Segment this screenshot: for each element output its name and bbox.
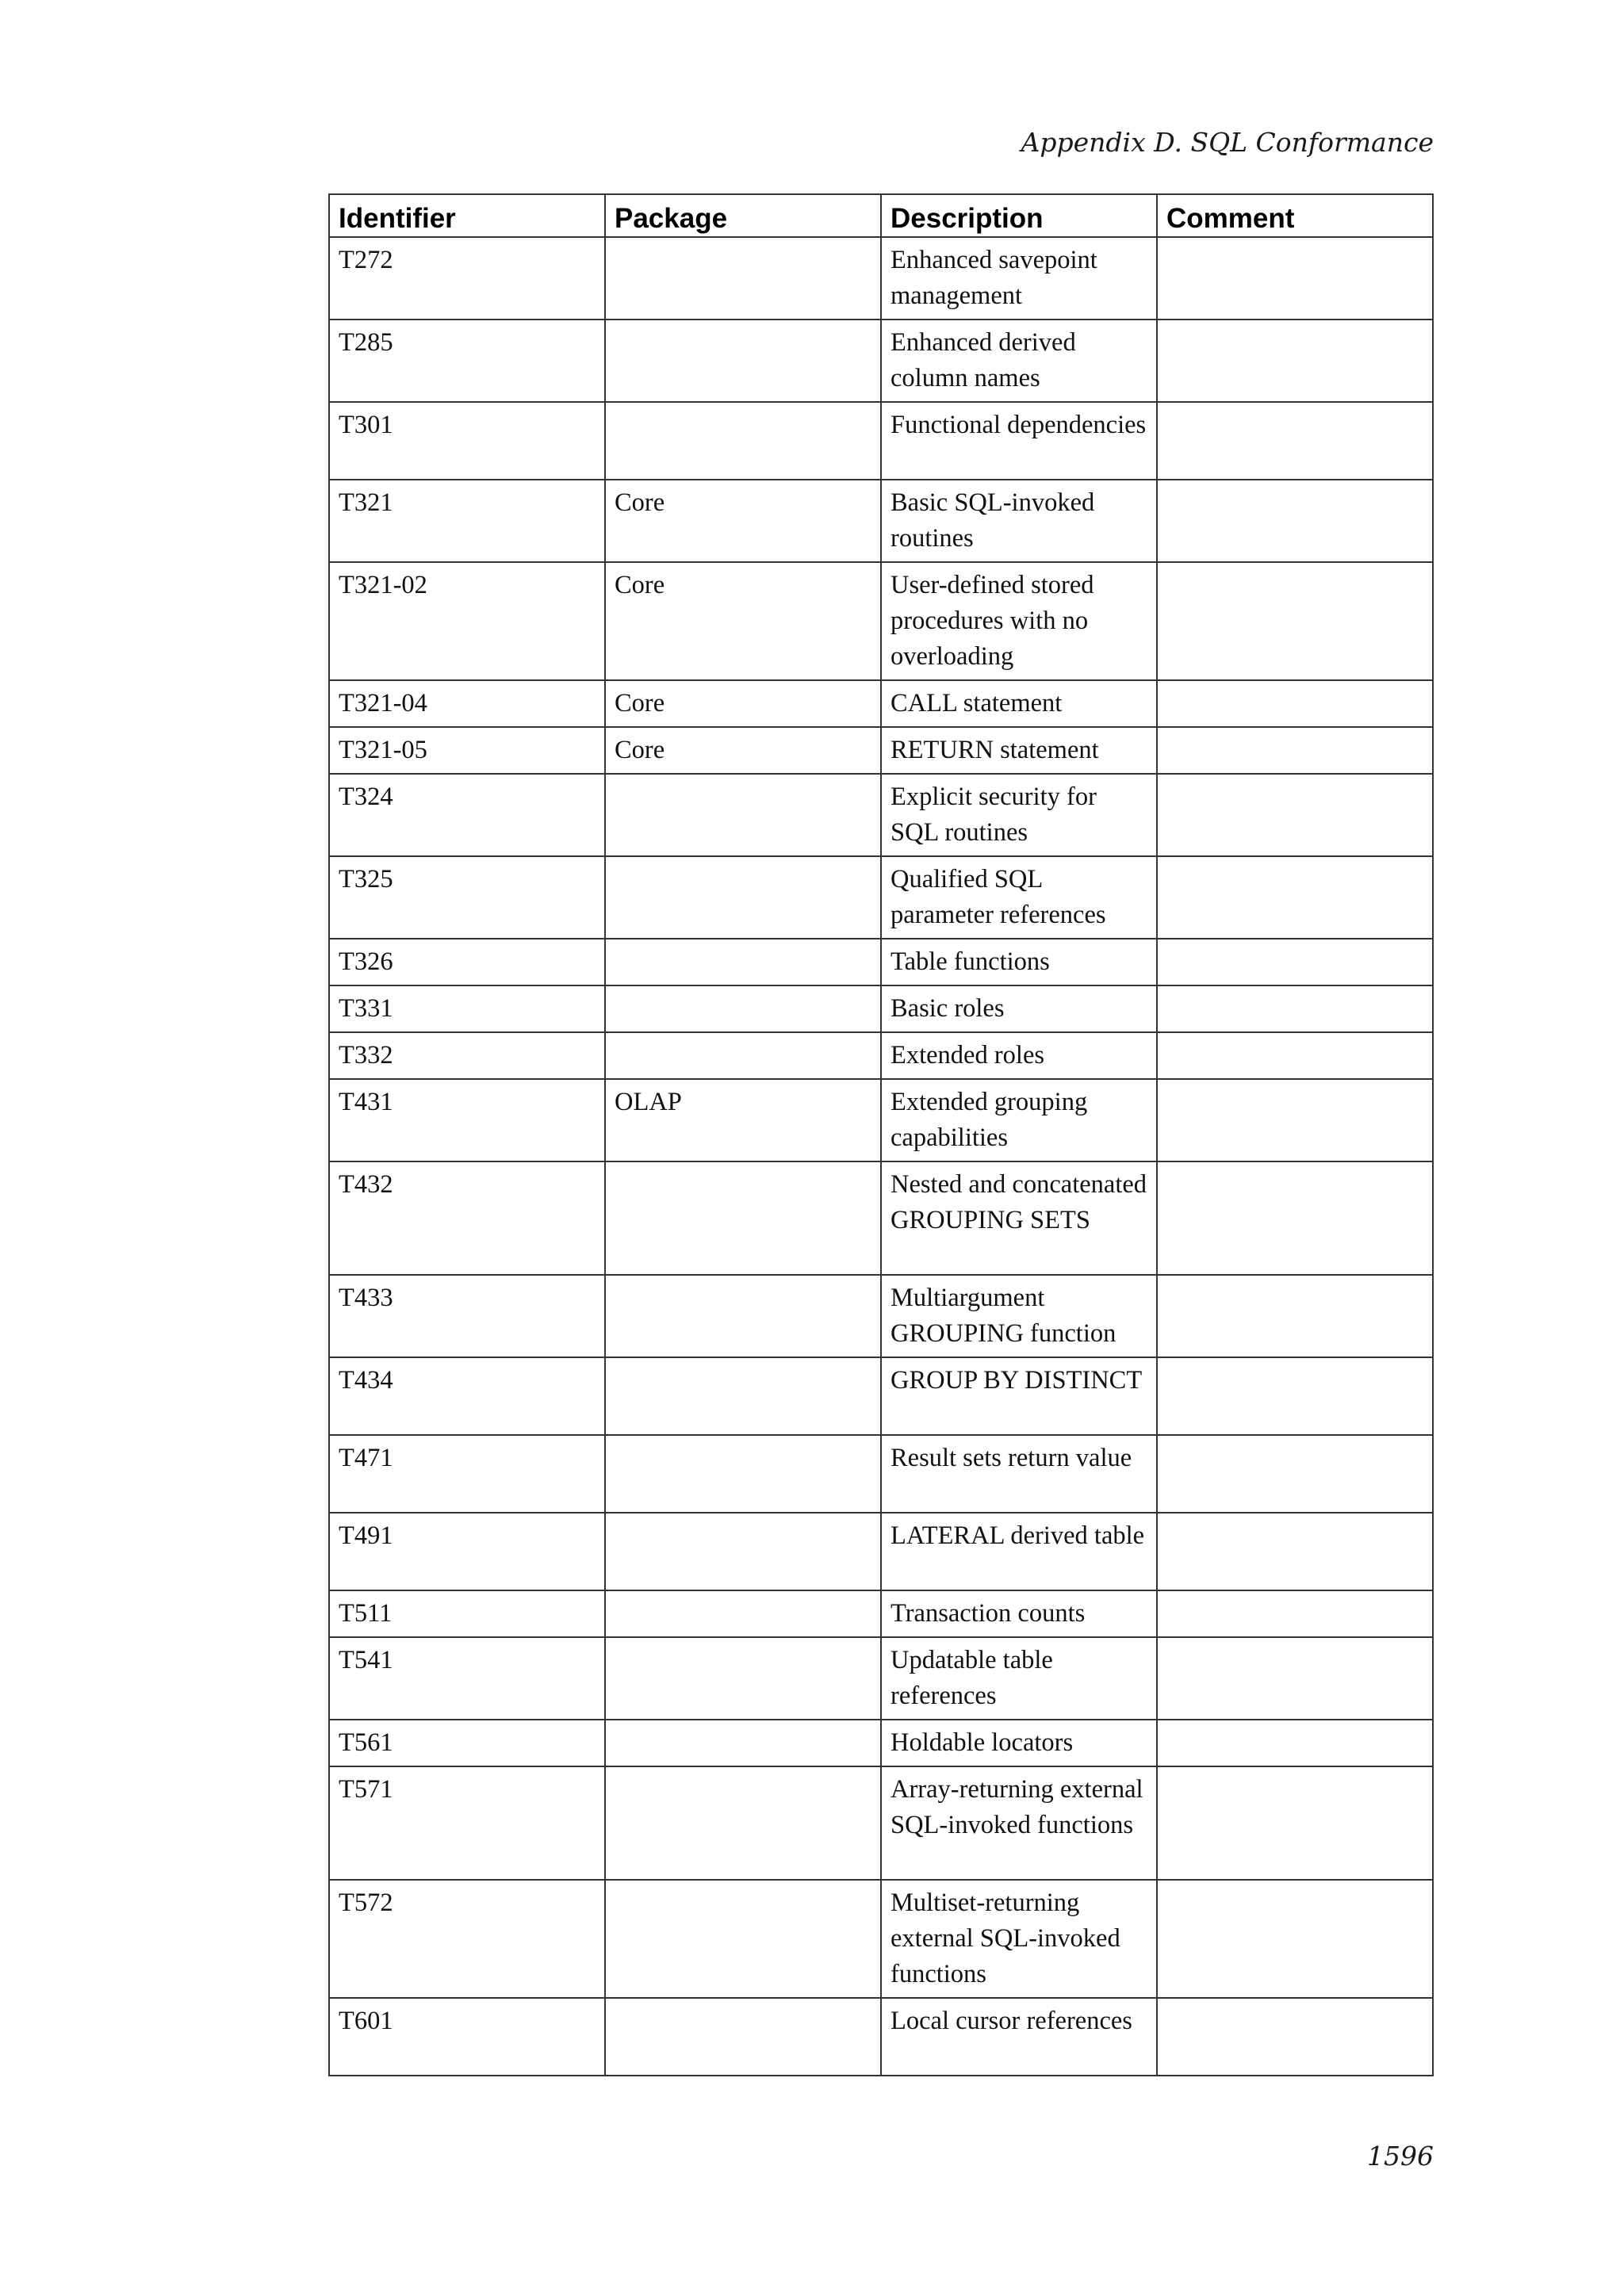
description-cell: Result sets return value bbox=[881, 1435, 1157, 1513]
package-cell: OLAP bbox=[605, 1079, 881, 1161]
identifier-cell: T432 bbox=[329, 1161, 605, 1275]
description-cell: Updatable table references bbox=[881, 1637, 1157, 1720]
package-cell bbox=[605, 985, 881, 1032]
identifier-cell: T561 bbox=[329, 1720, 605, 1766]
table-row bbox=[329, 1998, 1433, 2076]
comment-cell bbox=[1157, 1880, 1433, 1998]
table-row bbox=[329, 1513, 1433, 1590]
table-row bbox=[329, 1161, 1433, 1275]
package-cell bbox=[605, 939, 881, 985]
comment-cell bbox=[1157, 1275, 1433, 1357]
comment-cell bbox=[1157, 402, 1433, 480]
comment-cell bbox=[1157, 727, 1433, 774]
identifier-cell: T301 bbox=[329, 402, 605, 480]
comment-cell bbox=[1157, 1435, 1433, 1513]
package-cell bbox=[605, 1637, 881, 1720]
package-cell bbox=[605, 1766, 881, 1880]
table-row bbox=[329, 1275, 1433, 1357]
description-cell: Extended roles bbox=[881, 1032, 1157, 1079]
comment-cell bbox=[1157, 680, 1433, 727]
identifier-cell: T272 bbox=[329, 237, 605, 320]
comment-cell bbox=[1157, 237, 1433, 320]
comment-cell bbox=[1157, 1161, 1433, 1275]
description-cell: Transaction counts bbox=[881, 1590, 1157, 1637]
package-cell bbox=[605, 1275, 881, 1357]
identifier-cell: T601 bbox=[329, 1998, 605, 2076]
identifier-cell: T331 bbox=[329, 985, 605, 1032]
table-row bbox=[329, 480, 1433, 562]
identifier-cell: T326 bbox=[329, 939, 605, 985]
comment-cell bbox=[1157, 1998, 1433, 2076]
description-cell: Multiargument GROUPING function bbox=[881, 1275, 1157, 1357]
package-cell: Core bbox=[605, 680, 881, 727]
table-row bbox=[329, 727, 1433, 774]
package-cell bbox=[605, 1032, 881, 1079]
comment-cell bbox=[1157, 774, 1433, 856]
table-row bbox=[329, 680, 1433, 727]
identifier-cell: T321-02 bbox=[329, 562, 605, 680]
package-cell: Core bbox=[605, 727, 881, 774]
column-header-comment: Comment bbox=[1157, 194, 1433, 237]
description-cell: Holdable locators bbox=[881, 1720, 1157, 1766]
description-cell: RETURN statement bbox=[881, 727, 1157, 774]
description-cell: Functional dependencies bbox=[881, 402, 1157, 480]
description-cell: Qualified SQL parameter references bbox=[881, 856, 1157, 939]
comment-cell bbox=[1157, 320, 1433, 402]
comment-cell bbox=[1157, 1513, 1433, 1590]
identifier-cell: T433 bbox=[329, 1275, 605, 1357]
package-cell bbox=[605, 1435, 881, 1513]
description-cell: CALL statement bbox=[881, 680, 1157, 727]
table-row bbox=[329, 1079, 1433, 1161]
column-header-package: Package bbox=[605, 194, 881, 237]
package-cell bbox=[605, 320, 881, 402]
package-cell bbox=[605, 1998, 881, 2076]
identifier-cell: T572 bbox=[329, 1880, 605, 1998]
description-cell: Explicit security for SQL routines bbox=[881, 774, 1157, 856]
identifier-cell: T511 bbox=[329, 1590, 605, 1637]
package-cell bbox=[605, 237, 881, 320]
table-row bbox=[329, 320, 1433, 402]
identifier-cell: T321-04 bbox=[329, 680, 605, 727]
identifier-cell: T471 bbox=[329, 1435, 605, 1513]
description-cell: Array-returning external SQL-invoked functions bbox=[881, 1766, 1157, 1880]
comment-cell bbox=[1157, 1357, 1433, 1435]
table-row bbox=[329, 939, 1433, 985]
package-cell: Core bbox=[605, 480, 881, 562]
comment-cell bbox=[1157, 985, 1433, 1032]
running-header: Appendix D. SQL Conformance bbox=[1021, 127, 1434, 158]
identifier-cell: T541 bbox=[329, 1637, 605, 1720]
identifier-cell: T332 bbox=[329, 1032, 605, 1079]
table-row bbox=[329, 1032, 1433, 1079]
description-cell: GROUP BY DISTINCT bbox=[881, 1357, 1157, 1435]
comment-cell bbox=[1157, 856, 1433, 939]
comment-cell bbox=[1157, 1637, 1433, 1720]
comment-cell bbox=[1157, 1079, 1433, 1161]
table-header-row bbox=[329, 194, 1433, 237]
description-cell: Nested and concatenated GROUPING SETS bbox=[881, 1161, 1157, 1275]
package-cell bbox=[605, 1590, 881, 1637]
table-row bbox=[329, 1766, 1433, 1880]
comment-cell bbox=[1157, 1032, 1433, 1079]
description-cell: Enhanced derived column names bbox=[881, 320, 1157, 402]
package-cell bbox=[605, 1880, 881, 1998]
description-cell: Enhanced savepoint management bbox=[881, 237, 1157, 320]
page-number: 1596 bbox=[1367, 2141, 1434, 2172]
description-cell: Basic SQL-invoked routines bbox=[881, 480, 1157, 562]
package-cell bbox=[605, 1720, 881, 1766]
comment-cell bbox=[1157, 939, 1433, 985]
table-row bbox=[329, 774, 1433, 856]
identifier-cell: T285 bbox=[329, 320, 605, 402]
package-cell: Core bbox=[605, 562, 881, 680]
table-row bbox=[329, 1880, 1433, 1998]
table-row bbox=[329, 1637, 1433, 1720]
comment-cell bbox=[1157, 1590, 1433, 1637]
package-cell bbox=[605, 774, 881, 856]
package-cell bbox=[605, 856, 881, 939]
sql-conformance-table bbox=[328, 193, 1434, 2076]
table-row bbox=[329, 985, 1433, 1032]
table-row bbox=[329, 1357, 1433, 1435]
package-cell bbox=[605, 402, 881, 480]
identifier-cell: T571 bbox=[329, 1766, 605, 1880]
comment-cell bbox=[1157, 480, 1433, 562]
column-header-description: Description bbox=[881, 194, 1157, 237]
description-cell: Multiset-returning external SQL-invoked functions bbox=[881, 1880, 1157, 1998]
identifier-cell: T431 bbox=[329, 1079, 605, 1161]
table-row bbox=[329, 1720, 1433, 1766]
comment-cell bbox=[1157, 562, 1433, 680]
identifier-cell: T325 bbox=[329, 856, 605, 939]
package-cell bbox=[605, 1513, 881, 1590]
description-cell: Basic roles bbox=[881, 985, 1157, 1032]
package-cell bbox=[605, 1161, 881, 1275]
identifier-cell: T321 bbox=[329, 480, 605, 562]
table-row bbox=[329, 856, 1433, 939]
package-cell bbox=[605, 1357, 881, 1435]
description-cell: LATERAL derived table bbox=[881, 1513, 1157, 1590]
table-row bbox=[329, 562, 1433, 680]
column-header-identifier: Identifier bbox=[329, 194, 605, 237]
identifier-cell: T324 bbox=[329, 774, 605, 856]
identifier-cell: T434 bbox=[329, 1357, 605, 1435]
description-cell: Local cursor references bbox=[881, 1998, 1157, 2076]
table-row bbox=[329, 402, 1433, 480]
table-row bbox=[329, 1435, 1433, 1513]
description-cell: Table functions bbox=[881, 939, 1157, 985]
comment-cell bbox=[1157, 1766, 1433, 1880]
comment-cell bbox=[1157, 1720, 1433, 1766]
table-row bbox=[329, 237, 1433, 320]
identifier-cell: T321-05 bbox=[329, 727, 605, 774]
identifier-cell: T491 bbox=[329, 1513, 605, 1590]
table-row bbox=[329, 1590, 1433, 1637]
description-cell: Extended grouping capabilities bbox=[881, 1079, 1157, 1161]
description-cell: User-defined stored procedures with no overloading bbox=[881, 562, 1157, 680]
